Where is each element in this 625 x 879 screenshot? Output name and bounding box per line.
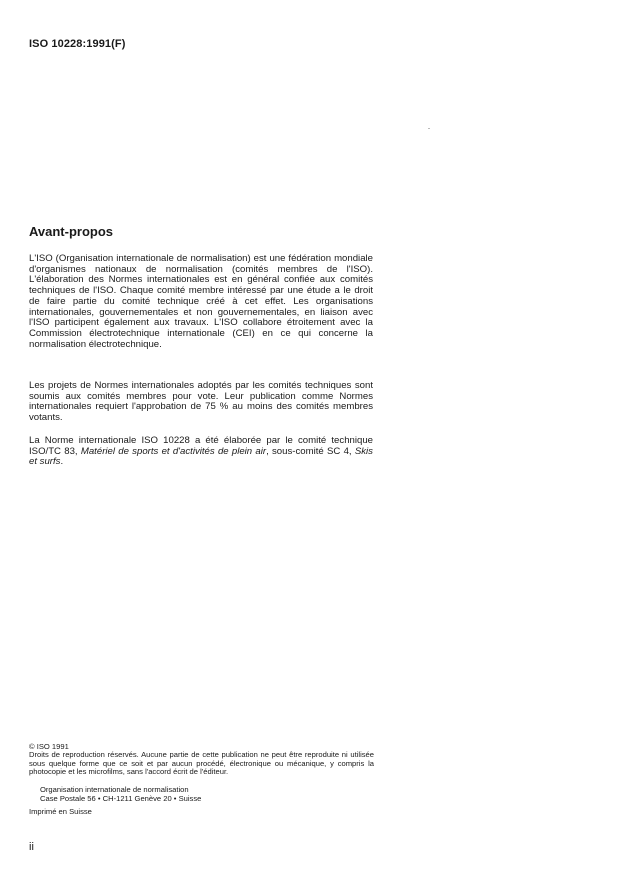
foreword-paragraph-1: L'ISO (Organisation internationale de normalisation) est une fédération mondiale d'organismes nationaux de normalisation (comités membres de l'ISO). L'élaboration des Normes internationales est en général confiée aux comités techniques de l'ISO. Chaque comité membre intéressé par une étude a le droit de faire partie du comité technique créé à cet effet. Les organisations internationales, gouvernementales et non gouvernementales, en liaison avec l'ISO participent également aux travaux. L'ISO collabore étroitement avec la Commission électrotechnique internationale (CEI) en ce qui concerne la normalisation électrotechnique. <box>29 253 373 350</box>
foreword-paragraph-2: Les projets de Normes internationales adoptés par les comités techniques sont soumis aux comités membres pour vote. Leur publication comme Normes internationales requiert l'approbation de 75 % au moins des comités membres votants. <box>29 380 373 424</box>
p3-text-e: . <box>60 456 64 468</box>
section-title: Avant-propos <box>29 224 114 239</box>
foreword-paragraph-3 <box>29 436 373 468</box>
copyright-line: © ISO 1991 <box>29 742 69 751</box>
document-id: ISO 10228:1991(F) <box>29 38 126 50</box>
p3-text-a: La Norme internationale ISO 10228 a été élaborée par le comité technique ISO/TC 83, <box>29 435 373 457</box>
organization-address: Case Postale 56 • CH-1211 Genève 20 • Suisse <box>40 793 202 803</box>
rights-notice: Droits de reproduction réservés. Aucune partie de cette publication ne peut être reproduite ni utilisée sous quelque forme que ce soit et par aucun procédé, électronique ou mécanique, y compris la photocopie et les microfilms, sans l'accord écrit de l'éditeur. <box>29 750 374 777</box>
p3-subcommittee-title: Skis et surfs <box>29 445 373 468</box>
scan-speck <box>428 128 430 129</box>
p3-text-c: , sous-comité SC 4, <box>266 445 355 457</box>
page-number: ii <box>29 841 34 853</box>
p3-committee-title: Matériel de sports et d'activités de plein air <box>80 445 267 457</box>
publisher-address <box>40 786 385 803</box>
organization-name: Organisation internationale de normalisation <box>40 785 189 794</box>
printed-in: Imprimé en Suisse <box>29 807 92 816</box>
